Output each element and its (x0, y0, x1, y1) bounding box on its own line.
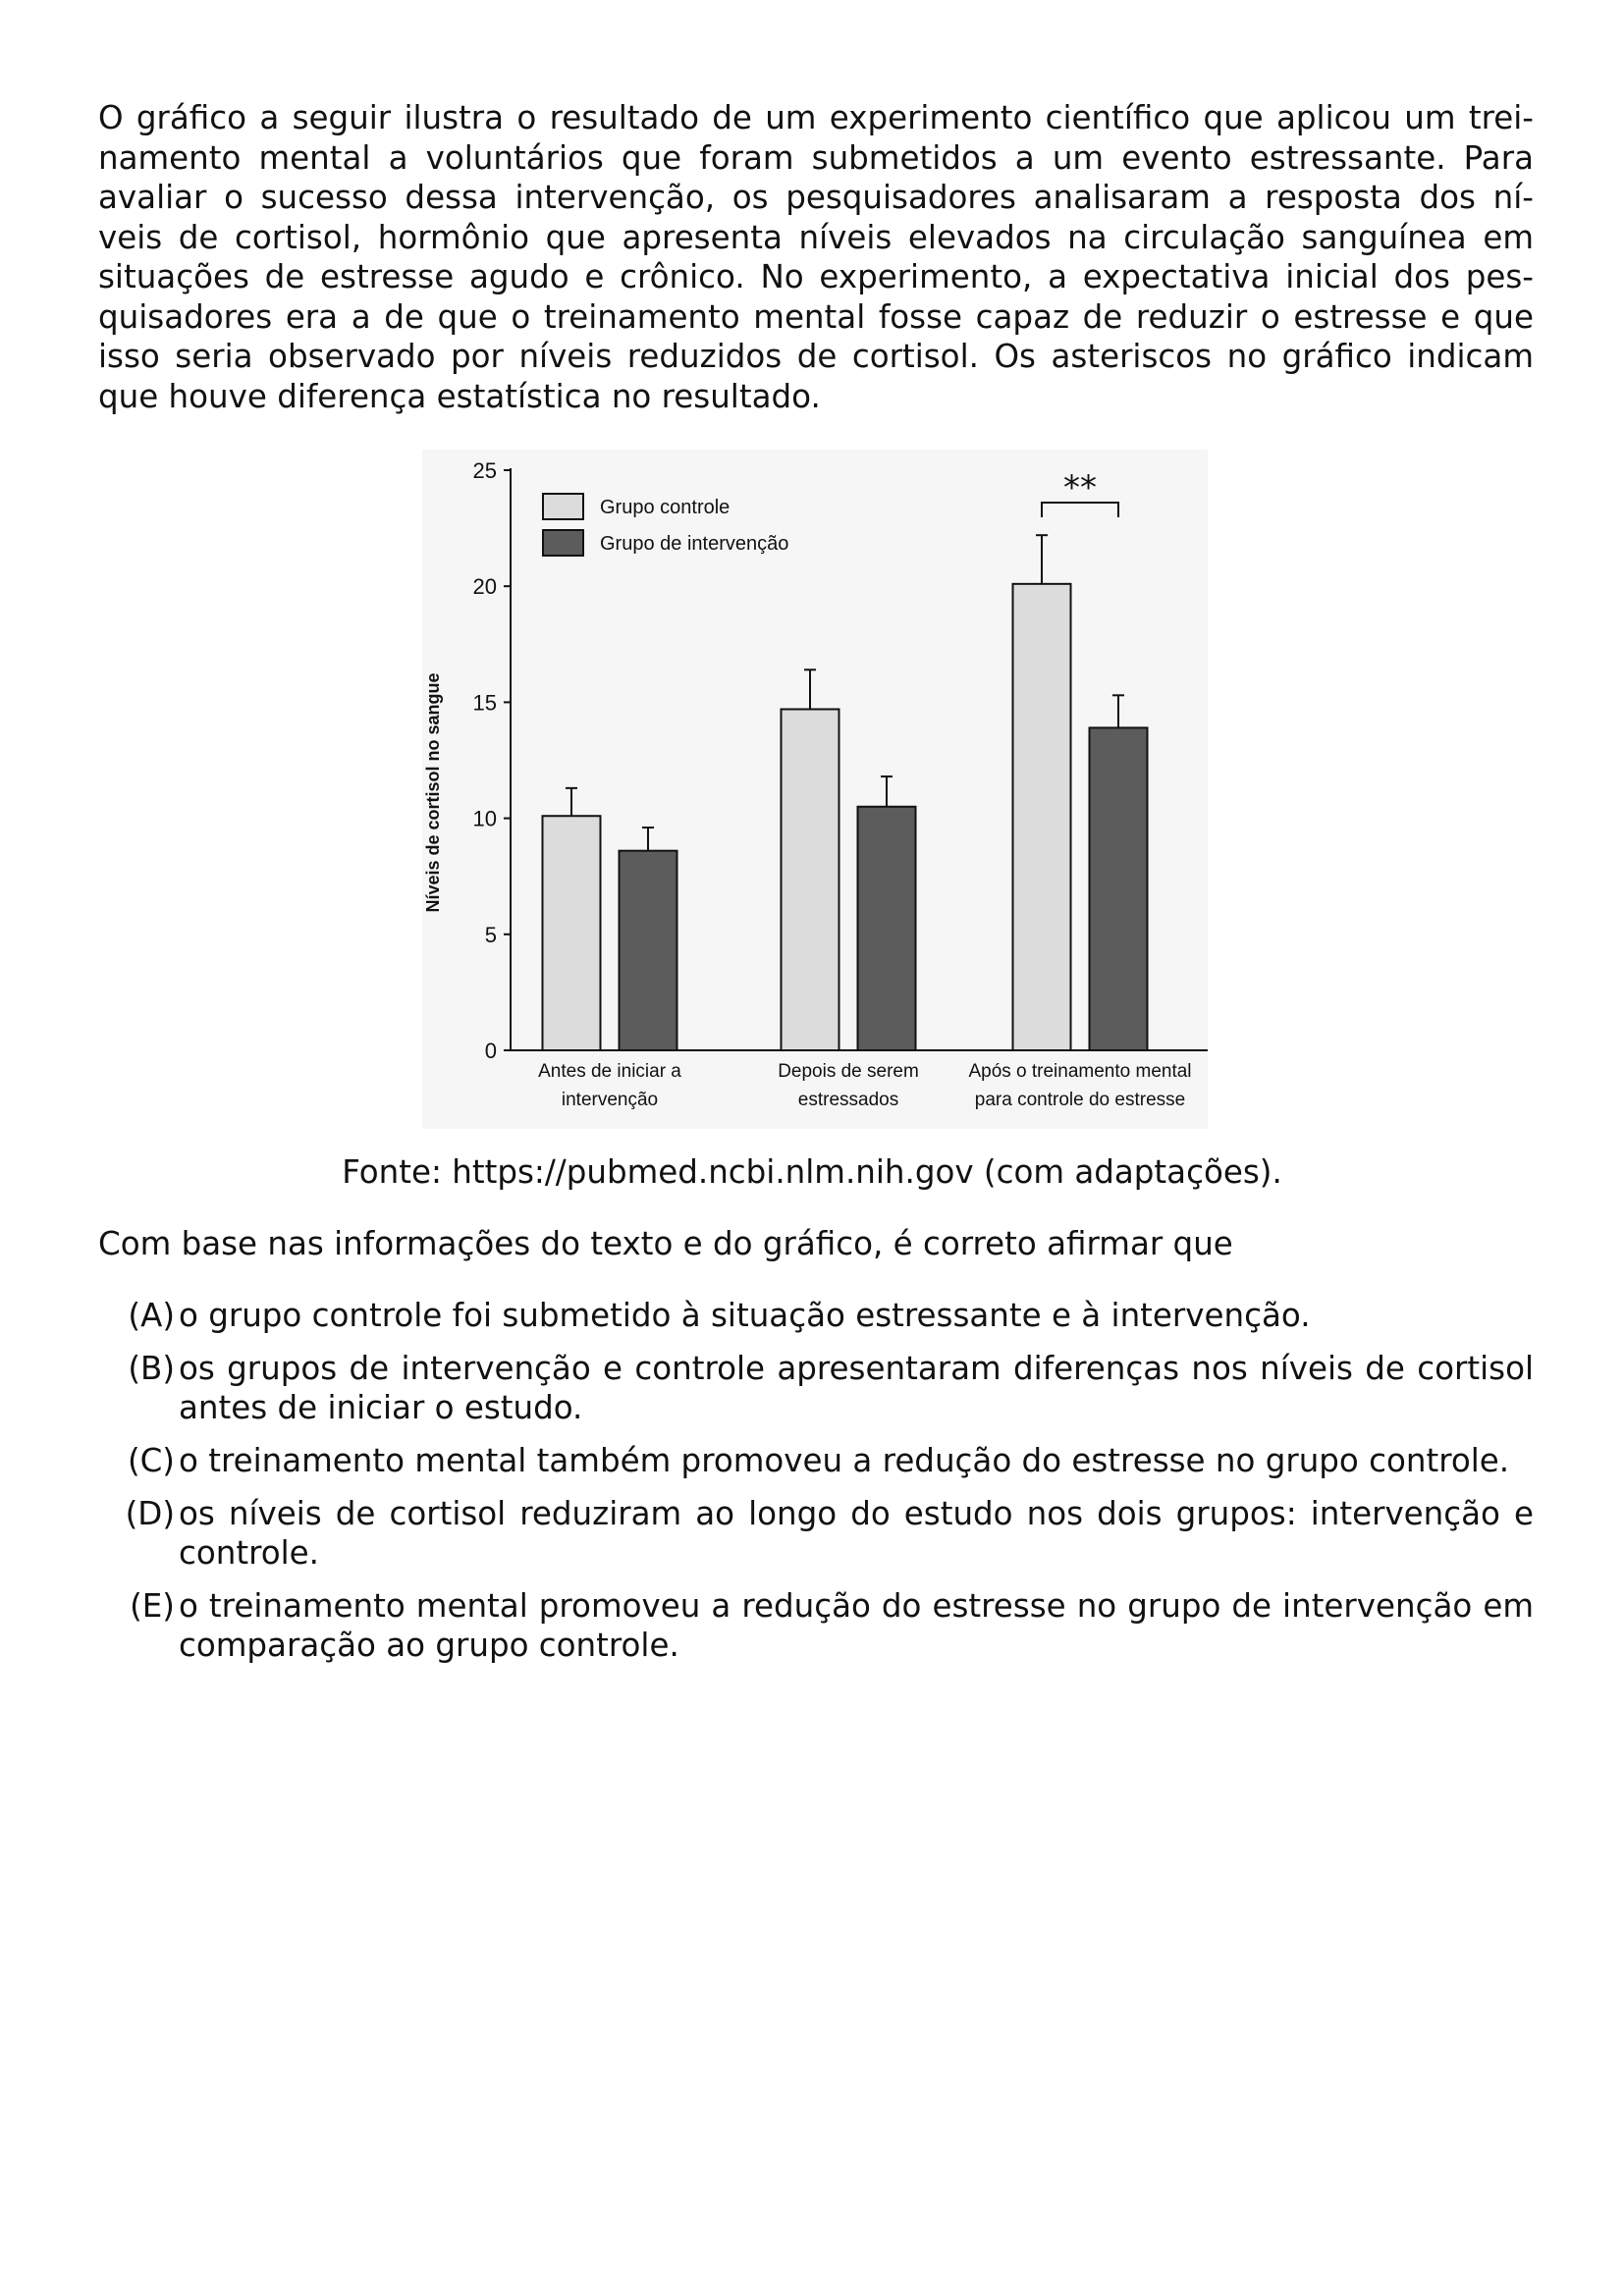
cortisol-bar-chart (422, 450, 1208, 1129)
x-tick-label: intervenção (561, 1090, 659, 1110)
y-tick-label: 25 (472, 458, 497, 483)
x-tick-label: Após o treinamento mental (968, 1061, 1192, 1082)
y-tick-label: 10 (472, 806, 497, 831)
bar (1090, 727, 1148, 1050)
option-text: o treinamento mental promoveu a redução do estresse no grupo de intervenção em comparação ao grupo controle. (179, 1587, 1534, 1664)
option-c[interactable] (98, 1441, 1534, 1480)
option-text: o treinamento mental também promoveu a redução do estresse no grupo controle. (179, 1442, 1510, 1479)
legend-swatch (543, 494, 583, 519)
y-axis-label: Níveis de cortisol no sangue (423, 672, 443, 913)
answer-options (98, 1296, 1534, 1679)
intro-line: situações de estresse agudo e crônico. No experimento, a expectativa inicial dos pes- (98, 258, 1534, 295)
y-tick-label: 15 (472, 690, 497, 716)
intro-line: quisadores era a de que o treinamento mental fosse capaz de reduzir o estresse e que (98, 297, 1534, 336)
option-letter: (E) (130, 1587, 175, 1625)
question-stem: Com base nas informações do texto e do gráfico, é correto afirmar que (98, 1225, 1233, 1262)
significance-label: ** (1063, 468, 1097, 507)
option-d[interactable] (98, 1494, 1534, 1573)
option-a[interactable] (98, 1296, 1534, 1335)
option-b[interactable] (98, 1349, 1534, 1427)
legend-label: Grupo de intervenção (600, 533, 789, 555)
intro-line: O gráfico a seguir ilustra o resultado de um experimento científico que aplicou um trei- (98, 99, 1534, 136)
x-tick-label: para controle do estresse (974, 1090, 1186, 1110)
option-letter: (A) (128, 1297, 175, 1334)
intro-line: isso seria observado por níveis reduzidos de cortisol. Os asteriscos no gráfico indicam (98, 338, 1534, 375)
chart-svg (422, 450, 1208, 1129)
option-text: os níveis de cortisol reduziram ao longo do estudo nos dois grupos: intervenção e controle. (179, 1495, 1534, 1572)
intro-line: veis de cortisol, hormônio que apresenta níveis elevados na circulação sanguínea em (98, 218, 1534, 256)
option-letter: (D) (125, 1495, 175, 1532)
intro-line: que houve diferença estatística no resultado. (98, 377, 821, 415)
x-tick-label: Antes de iniciar a (538, 1061, 681, 1082)
bar (782, 709, 839, 1050)
legend-swatch (543, 530, 583, 556)
intro-line: namento mental a voluntários que foram submetidos a um evento estressante. Para (98, 138, 1534, 177)
option-text: os grupos de intervenção e controle apresentaram diferenças nos níveis de cortisol antes de iniciar o estudo. (179, 1350, 1534, 1426)
legend-label: Grupo controle (600, 497, 731, 518)
option-text: o grupo controle foi submetido à situação estressante e à intervenção. (179, 1297, 1311, 1334)
bar (543, 816, 601, 1050)
y-tick-label: 5 (484, 922, 497, 947)
y-tick-label: 0 (484, 1039, 497, 1063)
bar (620, 851, 677, 1050)
x-tick-label: Depois de serem (778, 1061, 919, 1082)
figure-source: Fonte: https://pubmed.ncbi.nlm.nih.gov (com adaptações). (342, 1153, 1282, 1191)
bar (1013, 584, 1071, 1050)
intro-line: avaliar o sucesso dessa intervenção, os pesquisadores analisaram a resposta dos ní- (98, 179, 1534, 216)
x-tick-label: estressados (797, 1090, 899, 1110)
intro-paragraph (98, 98, 1534, 416)
option-e[interactable] (98, 1586, 1534, 1665)
y-tick-label: 20 (472, 574, 497, 600)
option-letter: (B) (128, 1350, 175, 1387)
bar (858, 807, 916, 1050)
option-letter: (C) (127, 1442, 175, 1479)
